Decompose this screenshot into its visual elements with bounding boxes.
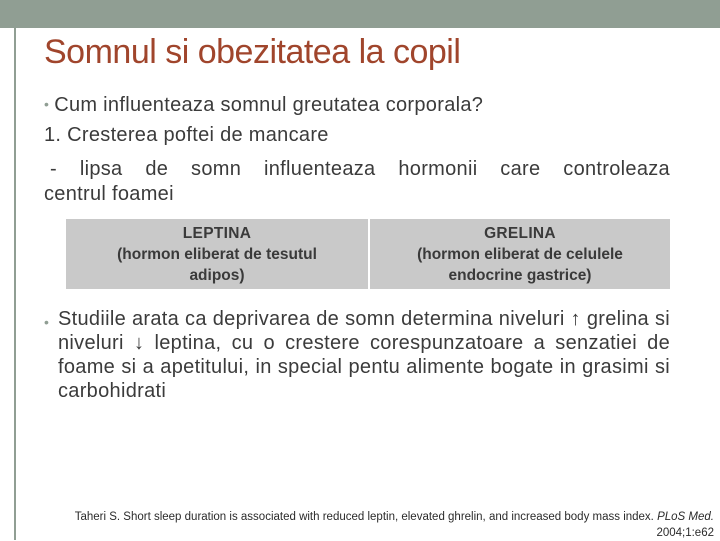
sub-point-line-2: centrul foamei [44, 183, 174, 205]
point-one: 1. Cresterea poftei de mancare [44, 124, 329, 146]
question-text: Cum influenteaza somnul greutatea corporala? [54, 94, 484, 116]
citation-text: Taheri S. Short sleep duration is associated with reduced leptin, elevated ghrelin, and increased body mass index. [74, 511, 654, 523]
left-accent-rule [14, 28, 16, 540]
citation-journal: PLoS Med. [657, 511, 714, 523]
hormone-name: LEPTINA [182, 224, 252, 242]
hormone-cell-ghrelin [370, 219, 670, 289]
question-bullet [44, 94, 483, 117]
citation [44, 509, 714, 541]
hormone-description: endocrine gastrice) [448, 266, 592, 284]
hormone-name: GRELINA [484, 224, 556, 242]
citation-reference: 2004;1:e62 [656, 527, 714, 539]
top-accent-bar [0, 0, 720, 28]
bullet-icon: • [44, 96, 50, 112]
hormone-description: adipos) [189, 266, 245, 284]
studies-text: Studiile arata ca deprivarea de somn determina niveluri ↑ grelina si niveluri ↓ leptina, cu o crestere corespunzatoare a senzatiei de foame si a apetitului, in special pentu alimente bogate in grasimi si carbohidrati [58, 308, 670, 402]
studies-bullet [44, 307, 670, 403]
slide-title: Somnul si obezitatea la copil [44, 33, 461, 71]
hormone-description: (hormon eliberat de tesutul [117, 245, 317, 263]
sub-point-line-1: - lipsa de somn influenteaza hormonii care controleaza [50, 158, 670, 180]
hormone-description: (hormon eliberat de celulele [417, 245, 623, 263]
hormone-cell-leptin [66, 219, 368, 289]
bullet-icon: • [44, 314, 50, 330]
